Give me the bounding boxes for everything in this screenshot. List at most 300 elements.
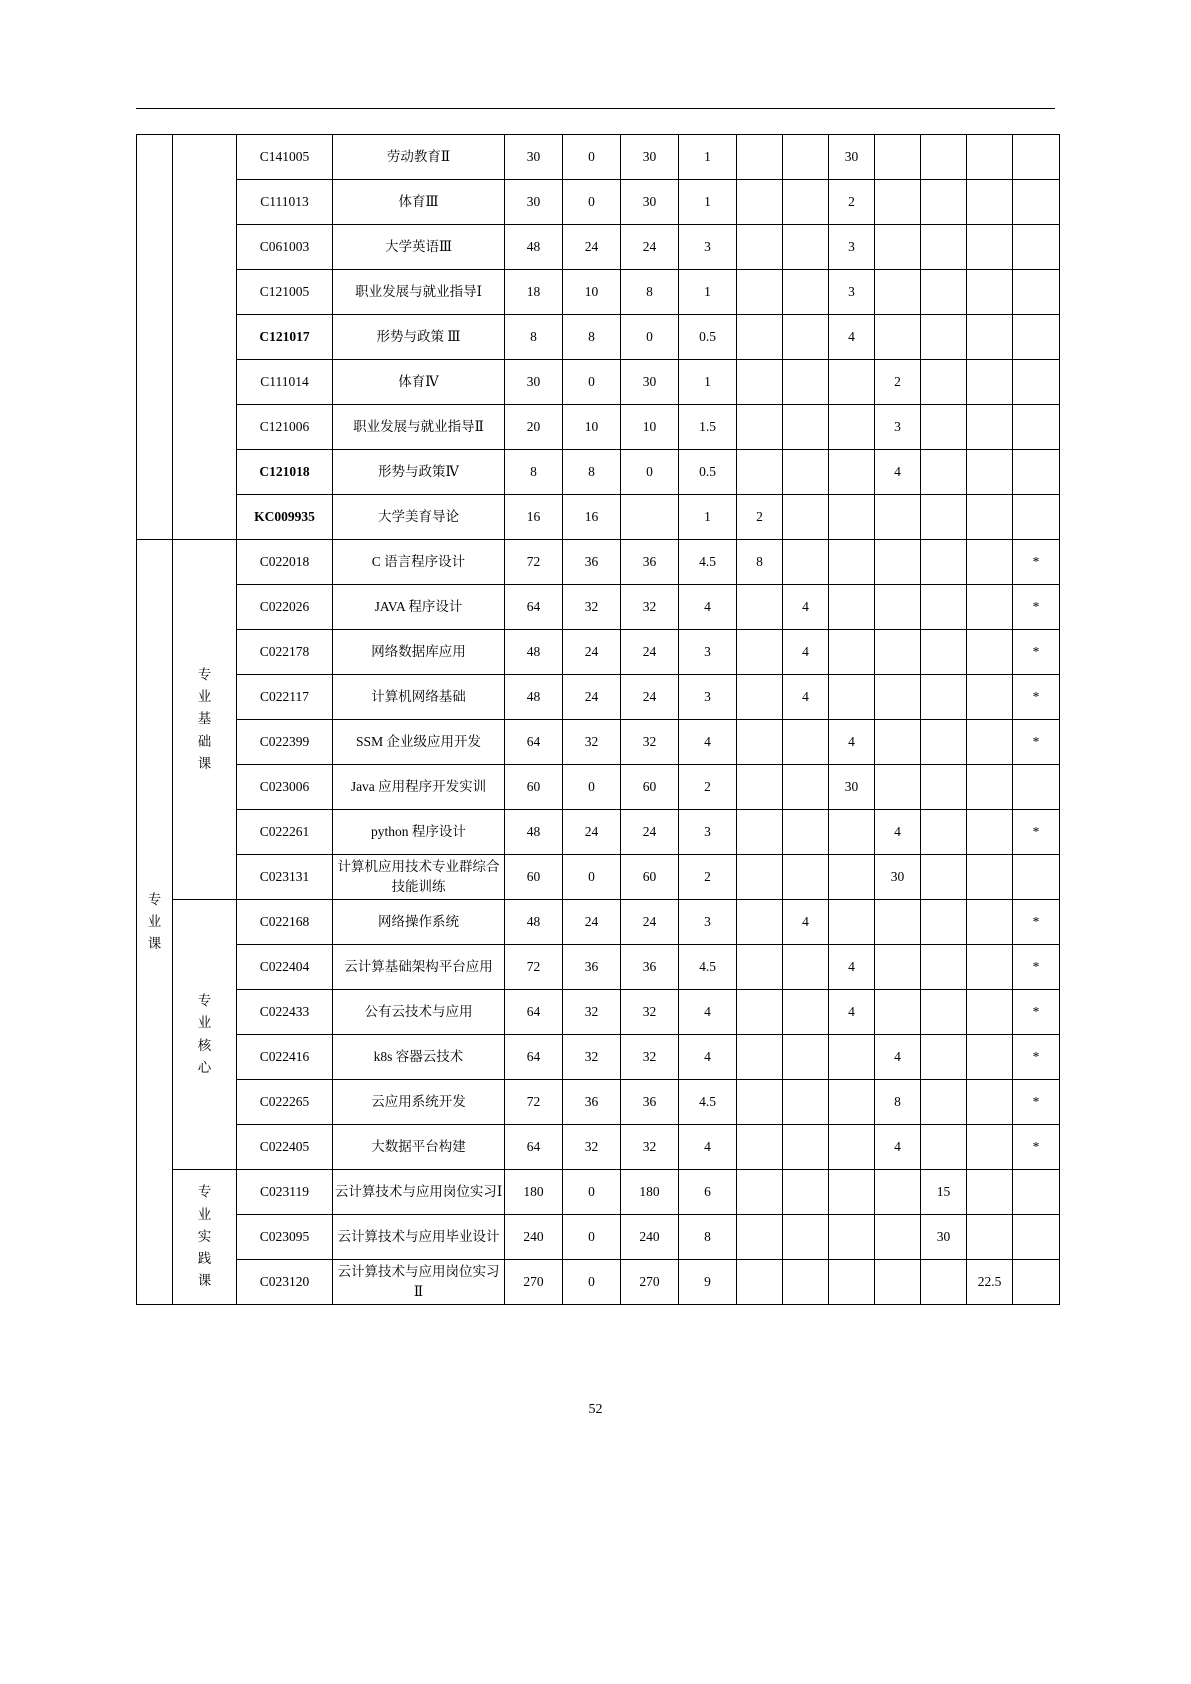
table-row [137,405,1060,450]
semester-2 [783,765,829,810]
total-hours: 8 [505,450,563,495]
semester-6 [967,585,1013,630]
semester-1 [737,225,783,270]
semester-5 [921,225,967,270]
course-code: C023131 [237,855,333,900]
semester-2 [783,540,829,585]
exam-marker: * [1013,1080,1060,1125]
course-code: C023119 [237,1170,333,1215]
theory-hours: 0 [563,1170,621,1215]
theory-hours: 0 [563,1260,621,1305]
semester-3: 30 [829,765,875,810]
exam-marker [1013,450,1060,495]
practice-hours: 36 [621,1080,679,1125]
course-code: C022026 [237,585,333,630]
semester-5 [921,1080,967,1125]
credits: 6 [679,1170,737,1215]
exam-marker [1013,1170,1060,1215]
theory-hours: 32 [563,1035,621,1080]
category-major-practice: 专 业 实 践 课 [173,1170,237,1305]
practice-hours: 0 [621,315,679,360]
course-name: 体育Ⅲ [333,180,505,225]
semester-6 [967,1080,1013,1125]
exam-marker: * [1013,720,1060,765]
semester-2 [783,360,829,405]
semester-3 [829,675,875,720]
semester-3 [829,360,875,405]
semester-2 [783,855,829,900]
practice-hours: 60 [621,765,679,810]
category-continued-cell-2 [173,135,237,540]
exam-marker [1013,1215,1060,1260]
category-continued-cell [137,135,173,540]
category-major-core: 专 业 核 心 [173,900,237,1170]
semester-1 [737,630,783,675]
semester-1 [737,315,783,360]
practice-hours: 36 [621,945,679,990]
course-code: C121006 [237,405,333,450]
practice-hours: 24 [621,675,679,720]
course-name: 云计算技术与应用毕业设计 [333,1215,505,1260]
category-major-course: 专 业 课 [137,540,173,1305]
semester-4: 4 [875,1125,921,1170]
semester-2 [783,945,829,990]
semester-4 [875,720,921,765]
total-hours: 8 [505,315,563,360]
table-row [137,1080,1060,1125]
semester-1 [737,1080,783,1125]
semester-3 [829,1035,875,1080]
category-major-basic: 专 业 基 础 课 [173,540,237,900]
exam-marker [1013,360,1060,405]
theory-hours: 32 [563,990,621,1035]
exam-marker [1013,270,1060,315]
course-code: C022018 [237,540,333,585]
semester-5 [921,495,967,540]
semester-4 [875,900,921,945]
semester-4 [875,1215,921,1260]
course-code: C022178 [237,630,333,675]
credits: 2 [679,855,737,900]
semester-6: 22.5 [967,1260,1013,1305]
exam-marker [1013,495,1060,540]
semester-2 [783,450,829,495]
theory-hours: 36 [563,1080,621,1125]
total-hours: 270 [505,1260,563,1305]
course-name: k8s 容器云技术 [333,1035,505,1080]
semester-3 [829,1215,875,1260]
credits: 4 [679,585,737,630]
semester-4 [875,675,921,720]
course-code: C022265 [237,1080,333,1125]
exam-marker [1013,135,1060,180]
table-row [137,1035,1060,1080]
semester-1 [737,855,783,900]
total-hours: 30 [505,360,563,405]
credits: 3 [679,675,737,720]
theory-hours: 10 [563,405,621,450]
table-row [137,495,1060,540]
table-row [137,540,1060,585]
theory-hours: 24 [563,675,621,720]
semester-3 [829,810,875,855]
credits: 1 [679,180,737,225]
semester-6 [967,1125,1013,1170]
semester-3 [829,900,875,945]
total-hours: 48 [505,810,563,855]
semester-2: 4 [783,675,829,720]
semester-5 [921,405,967,450]
semester-3 [829,540,875,585]
semester-4 [875,1170,921,1215]
semester-3: 4 [829,945,875,990]
semester-4: 2 [875,360,921,405]
course-name: 云计算基础架构平台应用 [333,945,505,990]
semester-5: 30 [921,1215,967,1260]
semester-6 [967,405,1013,450]
table-row [137,1170,1060,1215]
total-hours: 60 [505,855,563,900]
course-name: 体育Ⅳ [333,360,505,405]
table-row [137,135,1060,180]
exam-marker: * [1013,1035,1060,1080]
semester-3 [829,1260,875,1305]
semester-3 [829,405,875,450]
table-row [137,225,1060,270]
course-code: C121017 [237,315,333,360]
theory-hours: 24 [563,900,621,945]
theory-hours: 24 [563,225,621,270]
semester-4 [875,1260,921,1305]
table-row [137,585,1060,630]
semester-3 [829,450,875,495]
semester-6 [967,450,1013,495]
course-name: 网络操作系统 [333,900,505,945]
semester-1 [737,945,783,990]
semester-6 [967,360,1013,405]
semester-5 [921,270,967,315]
curriculum-table-container [136,134,1055,1305]
semester-1 [737,990,783,1035]
practice-hours: 32 [621,990,679,1035]
semester-4: 4 [875,450,921,495]
semester-1: 2 [737,495,783,540]
practice-hours: 32 [621,585,679,630]
course-name: Java 应用程序开发实训 [333,765,505,810]
total-hours: 48 [505,630,563,675]
course-name: 计算机应用技术专业群综合技能训练 [333,855,505,900]
total-hours: 48 [505,225,563,270]
table-row [137,900,1060,945]
semester-3 [829,1080,875,1125]
semester-2 [783,135,829,180]
semester-6 [967,135,1013,180]
semester-3: 3 [829,225,875,270]
semester-5 [921,1260,967,1305]
semester-4: 3 [875,405,921,450]
course-name: JAVA 程序设计 [333,585,505,630]
semester-2 [783,225,829,270]
theory-hours: 0 [563,135,621,180]
total-hours: 18 [505,270,563,315]
course-name: 大学美育导论 [333,495,505,540]
course-name: 云计算技术与应用岗位实习Ⅰ [333,1170,505,1215]
semester-6 [967,855,1013,900]
semester-5 [921,540,967,585]
course-name: 计算机网络基础 [333,675,505,720]
total-hours: 72 [505,540,563,585]
semester-1 [737,720,783,765]
semester-4 [875,540,921,585]
semester-2 [783,810,829,855]
semester-6 [967,1170,1013,1215]
semester-2 [783,1080,829,1125]
total-hours: 64 [505,1125,563,1170]
semester-5 [921,1035,967,1080]
exam-marker [1013,180,1060,225]
table-row [137,180,1060,225]
semester-1 [737,180,783,225]
course-code: C022399 [237,720,333,765]
header-rule [136,108,1055,109]
course-code: C111014 [237,360,333,405]
total-hours: 20 [505,405,563,450]
practice-hours: 60 [621,855,679,900]
exam-marker [1013,855,1060,900]
total-hours: 30 [505,135,563,180]
semester-5 [921,990,967,1035]
semester-3 [829,630,875,675]
page-number: 52 [588,1402,603,1417]
semester-2 [783,1215,829,1260]
practice-hours: 24 [621,900,679,945]
course-name: 公有云技术与应用 [333,990,505,1035]
semester-1 [737,405,783,450]
semester-2 [783,720,829,765]
credits: 2 [679,765,737,810]
semester-1 [737,270,783,315]
exam-marker: * [1013,675,1060,720]
practice-hours: 240 [621,1215,679,1260]
course-name: 职业发展与就业指导Ⅱ [333,405,505,450]
semester-5: 15 [921,1170,967,1215]
course-name: 形势与政策Ⅳ [333,450,505,495]
semester-2 [783,1260,829,1305]
course-code: C121005 [237,270,333,315]
semester-4 [875,180,921,225]
semester-2: 4 [783,900,829,945]
exam-marker: * [1013,810,1060,855]
practice-hours: 32 [621,720,679,765]
semester-5 [921,1125,967,1170]
practice-hours: 24 [621,630,679,675]
semester-2 [783,405,829,450]
practice-hours: 24 [621,225,679,270]
semester-1 [737,585,783,630]
semester-2 [783,1125,829,1170]
semester-2: 4 [783,630,829,675]
table-row [137,360,1060,405]
theory-hours: 32 [563,585,621,630]
credits: 9 [679,1260,737,1305]
total-hours: 64 [505,585,563,630]
theory-hours: 8 [563,315,621,360]
total-hours: 240 [505,1215,563,1260]
exam-marker [1013,765,1060,810]
theory-hours: 8 [563,450,621,495]
semester-2 [783,495,829,540]
exam-marker: * [1013,540,1060,585]
table-row [137,765,1060,810]
semester-2 [783,1170,829,1215]
exam-marker: * [1013,900,1060,945]
semester-5 [921,135,967,180]
semester-4: 4 [875,810,921,855]
semester-4 [875,495,921,540]
credits: 4.5 [679,540,737,585]
course-code: C022261 [237,810,333,855]
practice-hours: 270 [621,1260,679,1305]
practice-hours: 32 [621,1125,679,1170]
table-row [137,1125,1060,1170]
table-row [137,720,1060,765]
course-code: C022117 [237,675,333,720]
practice-hours: 30 [621,135,679,180]
semester-5 [921,630,967,675]
table-row [137,945,1060,990]
course-code: C022405 [237,1125,333,1170]
table-row [137,855,1060,900]
semester-4: 4 [875,1035,921,1080]
course-code: C023006 [237,765,333,810]
semester-6 [967,990,1013,1035]
course-code: C022168 [237,900,333,945]
theory-hours: 0 [563,360,621,405]
semester-4 [875,630,921,675]
semester-3: 4 [829,720,875,765]
semester-5 [921,765,967,810]
credits: 1 [679,360,737,405]
practice-hours: 30 [621,360,679,405]
exam-marker [1013,405,1060,450]
table-row [137,810,1060,855]
semester-1 [737,1170,783,1215]
course-code: C061003 [237,225,333,270]
table-row [137,1215,1060,1260]
total-hours: 72 [505,1080,563,1125]
semester-3: 30 [829,135,875,180]
semester-6 [967,315,1013,360]
course-code: C022404 [237,945,333,990]
semester-5 [921,810,967,855]
exam-marker: * [1013,945,1060,990]
semester-4 [875,315,921,360]
semester-3: 4 [829,315,875,360]
semester-4 [875,225,921,270]
semester-1 [737,675,783,720]
credits: 4.5 [679,945,737,990]
semester-4: 8 [875,1080,921,1125]
semester-4 [875,135,921,180]
table-row [137,1260,1060,1305]
credits: 3 [679,225,737,270]
course-name: 大学英语Ⅲ [333,225,505,270]
theory-hours: 36 [563,540,621,585]
credits: 0.5 [679,315,737,360]
credits: 8 [679,1215,737,1260]
semester-1 [737,1260,783,1305]
semester-6 [967,270,1013,315]
semester-5 [921,180,967,225]
semester-4: 30 [875,855,921,900]
semester-4 [875,270,921,315]
credits: 1.5 [679,405,737,450]
semester-6 [967,180,1013,225]
theory-hours: 24 [563,810,621,855]
semester-6 [967,495,1013,540]
exam-marker: * [1013,585,1060,630]
semester-6 [967,810,1013,855]
course-name: 职业发展与就业指导Ⅰ [333,270,505,315]
total-hours: 72 [505,945,563,990]
course-code: C023095 [237,1215,333,1260]
credits: 4 [679,990,737,1035]
course-name: 云应用系统开发 [333,1080,505,1125]
table-row [137,315,1060,360]
theory-hours: 0 [563,855,621,900]
semester-1 [737,360,783,405]
course-name: 劳动教育Ⅱ [333,135,505,180]
practice-hours: 8 [621,270,679,315]
semester-5 [921,585,967,630]
total-hours: 64 [505,720,563,765]
semester-3 [829,1170,875,1215]
total-hours: 64 [505,1035,563,1080]
total-hours: 48 [505,675,563,720]
semester-1 [737,900,783,945]
total-hours: 64 [505,990,563,1035]
semester-6 [967,720,1013,765]
theory-hours: 0 [563,1215,621,1260]
semester-1 [737,135,783,180]
theory-hours: 32 [563,720,621,765]
semester-3 [829,585,875,630]
credits: 3 [679,900,737,945]
total-hours: 180 [505,1170,563,1215]
total-hours: 16 [505,495,563,540]
total-hours: 60 [505,765,563,810]
semester-1 [737,1215,783,1260]
credits: 4 [679,1125,737,1170]
practice-hours: 180 [621,1170,679,1215]
curriculum-table [136,134,1060,1305]
course-code: C023120 [237,1260,333,1305]
course-code: C111013 [237,180,333,225]
theory-hours: 24 [563,630,621,675]
course-code: C121018 [237,450,333,495]
semester-3 [829,855,875,900]
semester-6 [967,540,1013,585]
table-row [137,630,1060,675]
semester-6 [967,675,1013,720]
practice-hours: 36 [621,540,679,585]
semester-4 [875,585,921,630]
credits: 4 [679,1035,737,1080]
course-name: 大数据平台构建 [333,1125,505,1170]
practice-hours: 0 [621,450,679,495]
semester-1 [737,1035,783,1080]
exam-marker [1013,225,1060,270]
